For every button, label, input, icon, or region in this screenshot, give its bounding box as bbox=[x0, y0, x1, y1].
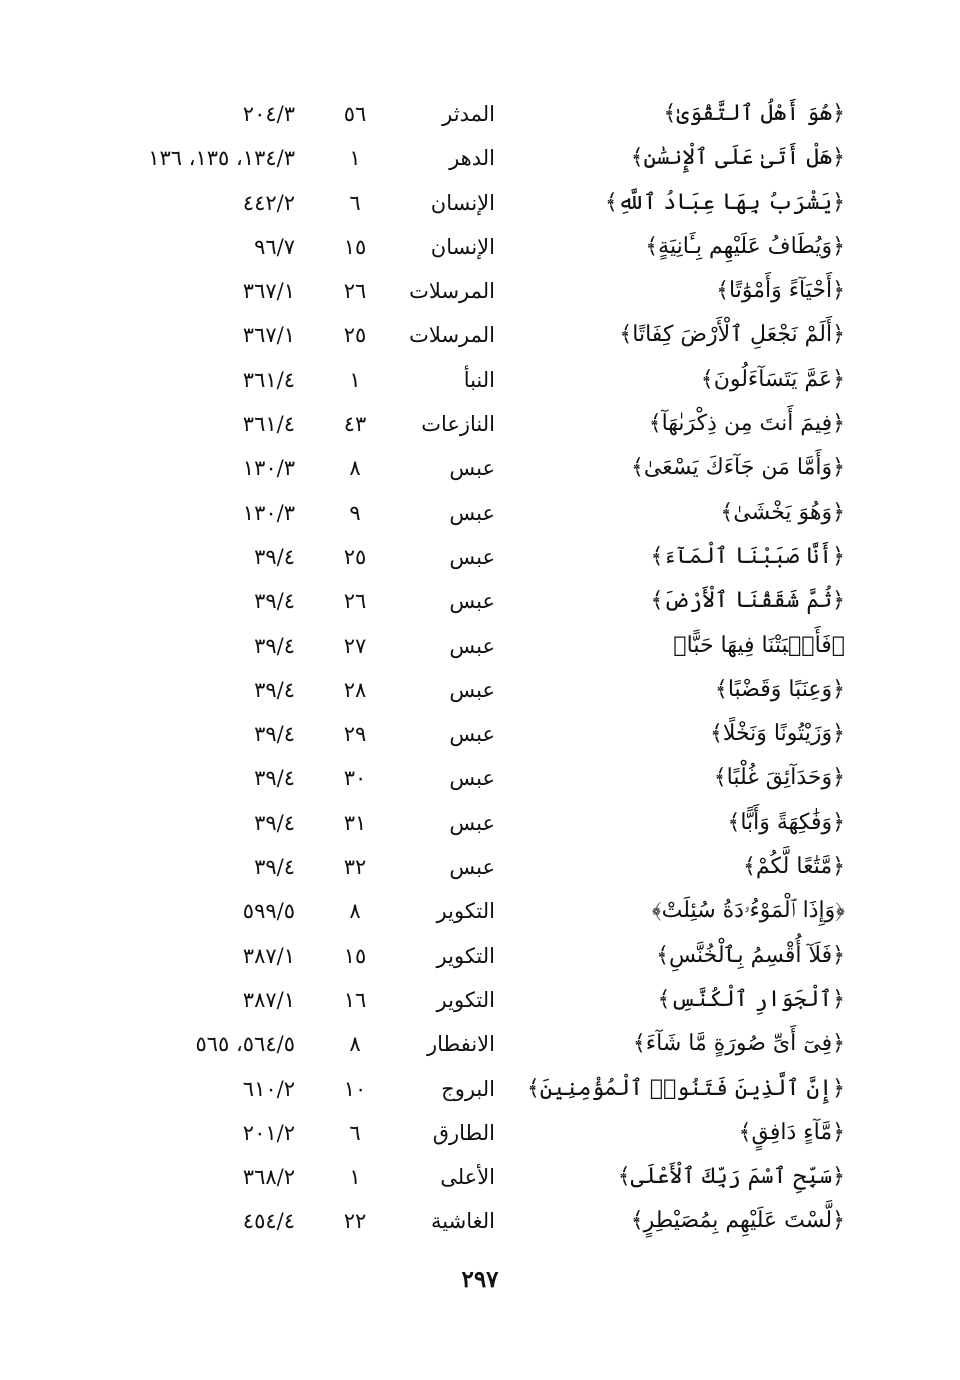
surah-name: عبس bbox=[449, 766, 495, 791]
volume-page-reference: ٣٩/٤ bbox=[254, 677, 295, 702]
verse-text: ﴿فَأَنۢبَتْنَا فِيهَا حَبًّا﴾ bbox=[673, 632, 845, 658]
surah-name: الإنسان bbox=[430, 190, 495, 215]
surah-name: عبس bbox=[449, 589, 495, 614]
surah-name: عبس bbox=[449, 677, 495, 702]
volume-page-reference: ١٣٠/٣ bbox=[242, 500, 295, 525]
volume-page-reference: ١٣٤/٣، ١٣٥، ١٣٦ bbox=[148, 146, 295, 171]
volume-page-reference: ٣٦١/٤ bbox=[242, 412, 295, 437]
ayah-number: ١ bbox=[349, 367, 361, 392]
verse-text: ﴿أَحْيَآءً وَأَمْوَٰتًا﴾ bbox=[716, 278, 845, 304]
verse-text: ﴿إِنَّ ٱلَّذِينَ فَتَنُوا۟ ٱلْمُؤْمِنِينَ﴾ bbox=[526, 1075, 845, 1101]
ayah-number: ٩ bbox=[349, 500, 361, 525]
volume-page-reference: ٣٦٧/١ bbox=[242, 323, 295, 348]
ayah-number: ١٠ bbox=[343, 1076, 367, 1101]
ayah-number: ١٥ bbox=[343, 943, 367, 968]
surah-name: عبس bbox=[449, 456, 495, 481]
table-row bbox=[100, 1067, 845, 1111]
surah-name: الإنسان bbox=[430, 234, 495, 259]
table-row bbox=[100, 358, 845, 402]
volume-page-reference: ٣٨٧/١ bbox=[242, 987, 295, 1012]
surah-name: عبس bbox=[449, 855, 495, 880]
volume-page-reference: ٤٤٢/٢ bbox=[242, 190, 295, 215]
ayah-number: ١٦ bbox=[343, 987, 367, 1012]
table-row bbox=[100, 225, 845, 269]
ayah-number: ٥٦ bbox=[343, 102, 367, 126]
table-row bbox=[100, 269, 845, 313]
surah-name: عبس bbox=[449, 810, 495, 835]
ayah-number: ٨ bbox=[349, 1032, 361, 1057]
verse-text: ﴿يَشْرَبُ بِهَا عِبَادُ ٱللَّهِ﴾ bbox=[604, 189, 845, 215]
table-row bbox=[100, 1022, 845, 1066]
verse-text: ﴿هُوَ أَهْلُ ٱلتَّقْوَىٰ﴾ bbox=[663, 101, 845, 126]
volume-page-reference: ٣٩/٤ bbox=[254, 544, 295, 569]
surah-name: التكوير bbox=[436, 899, 495, 924]
verse-text: ﴿مَّتَٰعًا لَّكُمْ﴾ bbox=[742, 854, 845, 880]
table-row bbox=[100, 92, 845, 136]
verse-text: ﴿وَزَيْتُونًا وَنَخْلًا﴾ bbox=[709, 721, 845, 747]
surah-name: الأعلى bbox=[440, 1165, 495, 1190]
volume-page-reference: ٢٠١/٢ bbox=[242, 1120, 295, 1145]
table-row bbox=[100, 535, 845, 579]
surah-name: عبس bbox=[449, 722, 495, 747]
table-row bbox=[100, 712, 845, 756]
ayah-number: ٤٣ bbox=[343, 412, 367, 437]
volume-page-reference: ٣٩/٤ bbox=[254, 589, 295, 614]
ayah-number: ٢٥ bbox=[343, 323, 367, 348]
volume-page-reference: ١٣٠/٣ bbox=[242, 456, 295, 481]
volume-page-reference: ٢٠٤/٣ bbox=[242, 102, 295, 126]
table-row bbox=[100, 978, 845, 1022]
surah-name: البروج bbox=[441, 1076, 495, 1101]
surah-name: النازعات bbox=[421, 412, 495, 437]
ayah-number: ٣٠ bbox=[343, 766, 367, 791]
ayah-number: ٦ bbox=[349, 1120, 361, 1145]
table-row bbox=[100, 624, 845, 668]
verse-text: ﴿ثُمَّ شَقَقْنَا ٱلْأَرْضَ﴾ bbox=[650, 588, 845, 614]
table-row bbox=[100, 934, 845, 978]
ayah-number: ٢٩ bbox=[343, 722, 367, 747]
table-row bbox=[100, 1199, 845, 1243]
surah-name: المرسلات bbox=[409, 279, 495, 304]
verse-text: ﴿وَإِذَا ٱلْمَوْءُۥدَةُ سُئِلَتْ﴾ bbox=[651, 898, 845, 924]
volume-page-reference: ٣٦٨/٢ bbox=[242, 1165, 295, 1190]
verse-text: ﴿وَيُطَافُ عَلَيْهِم بِـَٔانِيَةٍ﴾ bbox=[645, 233, 845, 259]
surah-name: المرسلات bbox=[409, 323, 495, 348]
ayah-number: ٨ bbox=[349, 456, 361, 481]
verse-text: ﴿أَنَّا صَبَبْنَا ٱلْمَآءَ﴾ bbox=[650, 543, 845, 569]
surah-name: التكوير bbox=[436, 943, 495, 968]
verse-text: ﴿فَلَآ أُقْسِمُ بِٱلْخُنَّسِ﴾ bbox=[656, 942, 845, 968]
ayah-number: ٢٨ bbox=[343, 677, 367, 702]
surah-name: الدهر bbox=[449, 146, 495, 171]
table-row bbox=[100, 181, 845, 225]
table-row bbox=[100, 668, 845, 712]
surah-name: عبس bbox=[449, 544, 495, 569]
volume-page-reference: ٣٨٧/١ bbox=[242, 943, 295, 968]
ayah-number: ٣١ bbox=[343, 810, 367, 835]
volume-page-reference: ٣٩/٤ bbox=[254, 766, 295, 791]
table-row bbox=[100, 1155, 845, 1199]
page-number: ٢٩٧ bbox=[461, 1266, 499, 1293]
ayah-number: ٢٦ bbox=[343, 589, 367, 614]
surah-name: النبأ bbox=[463, 367, 495, 392]
table-row bbox=[100, 491, 845, 535]
verse-text: ﴿وَعِنَبًا وَقَضْبًا﴾ bbox=[714, 676, 845, 702]
table-row bbox=[100, 845, 845, 889]
ayah-number: ٣٢ bbox=[343, 855, 367, 880]
verse-text: ﴿سَبِّحِ ٱسْمَ رَبِّكَ ٱلْأَعْلَى﴾ bbox=[617, 1164, 845, 1190]
ayah-number: ٨ bbox=[349, 899, 361, 924]
volume-page-reference: ٣٩/٤ bbox=[254, 722, 295, 747]
verse-text: ﴿عَمَّ يَتَسَآءَلُونَ﴾ bbox=[700, 366, 845, 392]
volume-page-reference: ٥٦٤/٥، ٥٦٥ bbox=[195, 1032, 295, 1057]
ayah-number: ٢٧ bbox=[343, 633, 367, 658]
verse-text: ﴿وَفَٰكِهَةً وَأَبًّا﴾ bbox=[727, 809, 845, 835]
verse-text: ﴿وَهُوَ يَخْشَىٰ﴾ bbox=[720, 499, 845, 525]
verse-text: ﴿أَلَمْ نَجْعَلِ ٱلْأَرْضَ كِفَاتًا﴾ bbox=[619, 322, 845, 348]
table-row bbox=[100, 889, 845, 933]
surah-name: المدثر bbox=[442, 102, 495, 126]
verse-text: ﴿لَّسْتَ عَلَيْهِم بِمُصَيْطِرٍ﴾ bbox=[630, 1208, 845, 1234]
ayah-number: ١ bbox=[349, 146, 361, 171]
table-row bbox=[100, 446, 845, 490]
surah-name: عبس bbox=[449, 633, 495, 658]
volume-page-reference: ٣٩/٤ bbox=[254, 810, 295, 835]
volume-page-reference: ٦١٠/٢ bbox=[242, 1076, 295, 1101]
ayah-number: ٢٦ bbox=[343, 279, 367, 304]
volume-page-reference: ٩٦/٧ bbox=[254, 234, 295, 259]
verse-text: ﴿هَلْ أَتَىٰ عَلَى ٱلْإِنسَٰنِ﴾ bbox=[630, 145, 845, 171]
table-row bbox=[100, 1111, 845, 1155]
table-row bbox=[100, 756, 845, 800]
table-row bbox=[100, 136, 845, 180]
table-row bbox=[100, 313, 845, 357]
surah-name: عبس bbox=[449, 500, 495, 525]
verse-index-table bbox=[100, 92, 845, 1244]
volume-page-reference: ٣٩/٤ bbox=[254, 855, 295, 880]
ayah-number: ١٥ bbox=[343, 234, 367, 259]
ayah-number: ٢٢ bbox=[343, 1209, 367, 1234]
volume-page-reference: ٥٩٩/٥ bbox=[242, 899, 295, 924]
table-row bbox=[100, 579, 845, 623]
table-row bbox=[100, 801, 845, 845]
verse-text: ﴿وَحَدَآئِقَ غُلْبًا﴾ bbox=[713, 765, 845, 791]
verse-text: ﴿وَأَمَّا مَن جَآءَكَ يَسْعَىٰ﴾ bbox=[631, 455, 845, 481]
verse-text: ﴿ٱلْجَوَارِ ٱلْكُنَّسِ﴾ bbox=[657, 986, 845, 1012]
volume-page-reference: ٤٥٤/٤ bbox=[242, 1209, 295, 1234]
table-row bbox=[100, 402, 845, 446]
surah-name: التكوير bbox=[436, 987, 495, 1012]
ayah-number: ١ bbox=[349, 1165, 361, 1190]
volume-page-reference: ٣٦٧/١ bbox=[242, 279, 295, 304]
volume-page-reference: ٣٦١/٤ bbox=[242, 367, 295, 392]
verse-text: ﴿مَّآءٍ دَافِقٍ﴾ bbox=[738, 1119, 845, 1145]
volume-page-reference: ٣٩/٤ bbox=[254, 633, 295, 658]
ayah-number: ٦ bbox=[349, 190, 361, 215]
verse-text: ﴿فِيمَ أَنتَ مِن ذِكْرَىٰهَآ﴾ bbox=[648, 411, 845, 437]
ayah-number: ٢٥ bbox=[343, 544, 367, 569]
surah-name: الانفطار bbox=[426, 1032, 495, 1057]
verse-text: ﴿فِىٓ أَىِّ صُورَةٍ مَّا شَآءَ﴾ bbox=[632, 1031, 845, 1057]
surah-name: الغاشية bbox=[431, 1209, 495, 1234]
surah-name: الطارق bbox=[432, 1120, 495, 1145]
